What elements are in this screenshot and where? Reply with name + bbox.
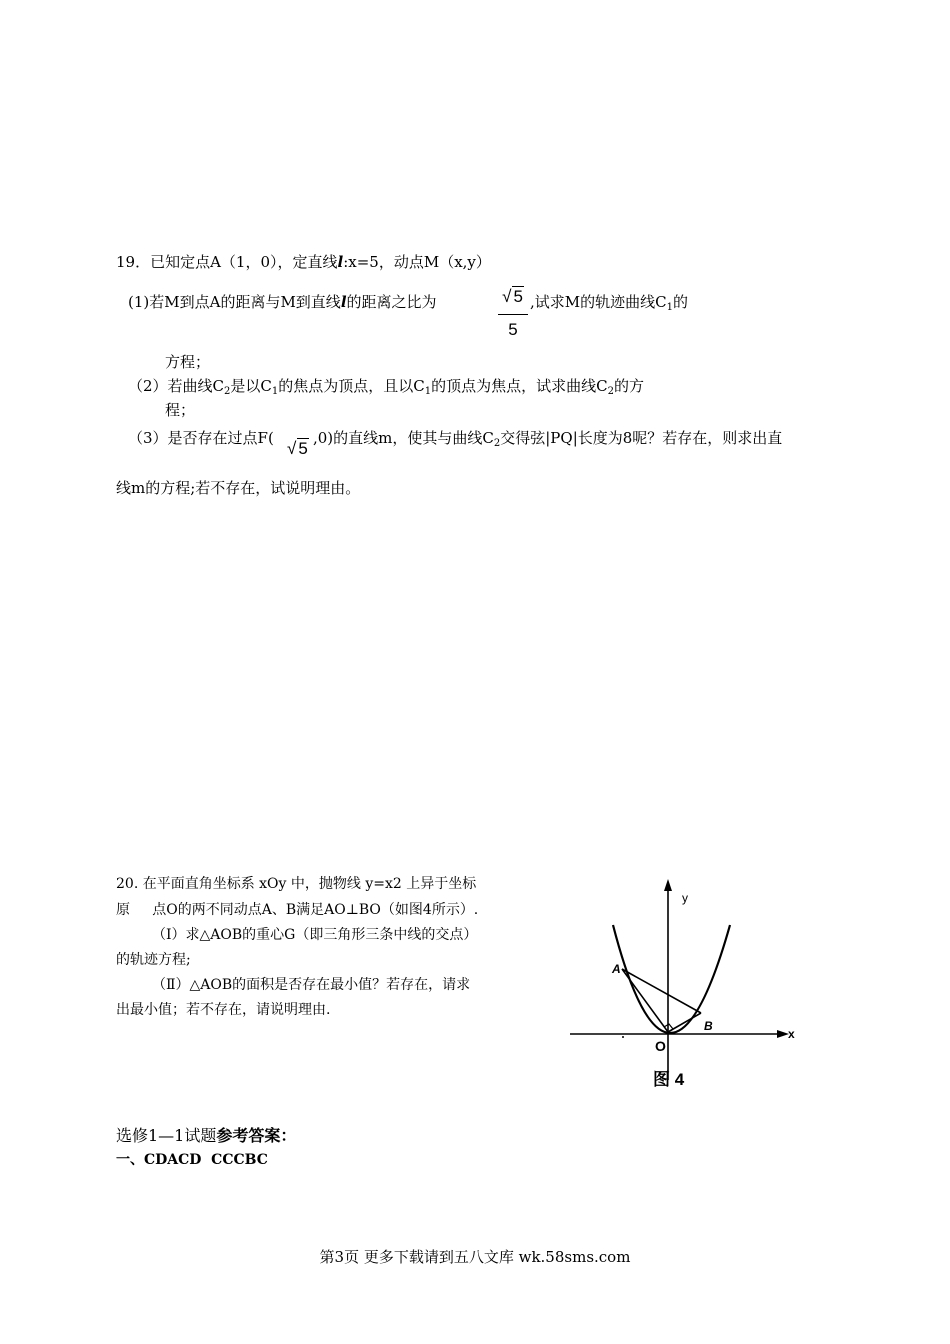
q19-part3-end: 线m的方程;若不存在，试说明理由。: [116, 479, 361, 497]
answers-line1: 一、CDACD CCCBC: [116, 1152, 268, 1168]
q20-line6: 出最小值；若不存在，请说明理由.: [116, 1002, 331, 1018]
q19-part1: (1)若M到点A的距离与M到直线l的距离之比为: [128, 293, 437, 311]
q19-stem: 19．已知定点A（1，0），定直线l:x=5，动点M（x,y）: [116, 253, 491, 271]
parabola-figure: [565, 875, 810, 1095]
y-axis-arrow: [664, 879, 672, 891]
label-a: A: [612, 962, 621, 976]
q20-line3: （Ⅰ）求△AOB的重心G（即三角形三条中线的交点）: [152, 927, 478, 943]
q19-part3: （3）是否存在过点F(: [128, 429, 274, 447]
segment-bo: [668, 1013, 701, 1032]
segment-ao: [622, 969, 668, 1032]
figure-caption: 图 4: [653, 1070, 685, 1089]
q19-part3-sqrt: √ 5: [287, 439, 308, 458]
answers-title: 选修1—1试题参考答案：: [116, 1126, 297, 1145]
stray-dot: [622, 1036, 624, 1038]
q20-line5: （Ⅱ）△AOB的面积是否存在最小值？若存在，请求: [152, 977, 471, 993]
q19-part1-end: 方程；: [165, 353, 211, 371]
q20-line2: 原 点O的两不同动点A、B满足AO⊥BO（如图4所示）.: [116, 902, 479, 918]
parabola-curve: [613, 925, 730, 1033]
q20-line4: 的轨迹方程;: [116, 952, 191, 968]
label-b: B: [704, 1019, 713, 1033]
label-y: y: [682, 891, 688, 905]
label-o: O: [655, 1038, 666, 1054]
q19-part2-end: 程；: [165, 401, 196, 419]
sqrt-symbol: √ 5: [502, 287, 523, 306]
fraction-sqrt5-over-5: √ 5 5: [498, 286, 528, 342]
label-x: x: [788, 1027, 795, 1041]
q20-line1: 20. 在平面直角坐标系 xOy 中，抛物线 y=x2 上异于坐标: [116, 876, 477, 892]
q19-part1-cont: ,试求M的轨迹曲线$C_1$的: [530, 293, 688, 313]
q19-part3-cont: ,0)的直线m，使其与曲线$C_2$交得弦|PQ|长度为8呢？若存在，则求出直: [313, 429, 783, 449]
q19-part2: （2）若曲线$C_2$是以$C_1$的焦点为顶点，且以$C_1$的顶点为焦点，试求曲线$C_2$的方: [128, 377, 644, 397]
page-footer: 第3页 更多下载请到五八文库 wk.58sms.com: [319, 1248, 631, 1266]
